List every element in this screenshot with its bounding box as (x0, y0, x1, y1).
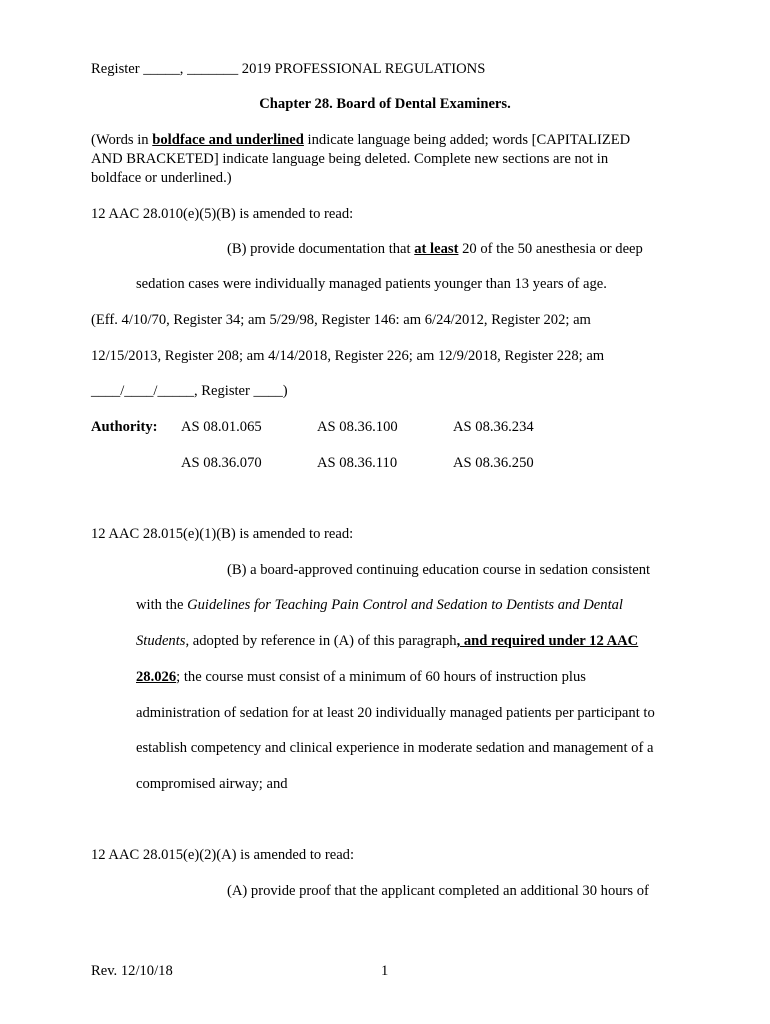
paragraph-text: (B) provide documentation that (227, 241, 415, 257)
legend-line-3: boldface or underlined.) (91, 170, 232, 186)
added-text: , and required under 12 AAC (456, 633, 639, 649)
authority-citation: AS 08.01.065 (181, 419, 262, 435)
section-2-line-4 (136, 668, 586, 686)
chapter-title: Chapter 28. Board of Dental Examiners. (259, 96, 511, 112)
authority-citation: AS 08.36.070 (181, 455, 262, 471)
section-2-line-6: establish competency and clinical experience in moderate sedation and management of a (136, 740, 654, 756)
legend-line-2: AND BRACKETED] indicate language being deleted. Complete new sections are not in (91, 151, 609, 167)
section-3-line-1: (A) provide proof that the applicant completed an additional 30 hours of (227, 883, 649, 899)
section-2-line-1: (B) a board-approved continuing education course in sedation consistent (227, 562, 651, 578)
page-number: 1 (381, 963, 389, 979)
section-1-paragraph-line-2: sedation cases were individually managed patients younger than 13 years of age. (136, 276, 607, 292)
register-line: Register _____, _______ 2019 PROFESSIONAL REGULATIONS (91, 61, 486, 77)
section-2-line-2 (136, 596, 623, 614)
legend-text: indicate language being added; words [CAPITALIZED (303, 132, 631, 148)
section-2-line-5: administration of sedation for at least 20 individually managed patients per participant to (136, 705, 655, 721)
section-1-paragraph-line-1 (227, 240, 643, 258)
history-line-2: 12/15/2013, Register 208; am 4/14/2018, Register 226; am 12/9/2018, Register 228; am (91, 348, 605, 364)
authority-citation: AS 08.36.250 (453, 455, 534, 471)
legend-text: (Words in (91, 132, 153, 148)
added-text: at least (414, 241, 459, 257)
history-line-1: (Eff. 4/10/70, Register 34; am 5/29/98, Register 146: am 6/24/2012, Register 202; am (91, 312, 591, 328)
authority-citation: AS 08.36.110 (317, 455, 398, 471)
authority-citation: AS 08.36.234 (453, 419, 534, 435)
authority-citation: AS 08.36.100 (317, 419, 398, 435)
paragraph-text: , adopted by reference in (A) of this paragraph (185, 633, 457, 649)
section-2-line-7: compromised airway; and (136, 776, 288, 792)
legend-bold-underline-example: boldface and underlined (152, 132, 304, 148)
guidelines-title: Guidelines for Teaching Pain Control and Sedation to Dentists and Dental (187, 597, 623, 613)
paragraph-text: 20 of the 50 anesthesia or deep (458, 241, 643, 257)
paragraph-text: with the (136, 597, 188, 613)
section-2-line-3 (136, 632, 638, 650)
added-text: 28.026 (136, 669, 177, 685)
history-line-3: ____/____/_____, Register ____) (91, 383, 288, 399)
legend-line-1 (91, 131, 630, 149)
revision-date: Rev. 12/10/18 (91, 963, 173, 979)
section-3-intro: 12 AAC 28.015(e)(2)(A) is amended to read: (91, 847, 355, 863)
paragraph-text: ; the course must consist of a minimum of 60 hours of instruction plus (176, 669, 586, 685)
section-2-intro: 12 AAC 28.015(e)(1)(B) is amended to read: (91, 526, 354, 542)
section-1-intro: 12 AAC 28.010(e)(5)(B) is amended to read: (91, 206, 354, 222)
guidelines-title: Students (136, 633, 186, 649)
authority-label: Authority: (91, 419, 158, 435)
